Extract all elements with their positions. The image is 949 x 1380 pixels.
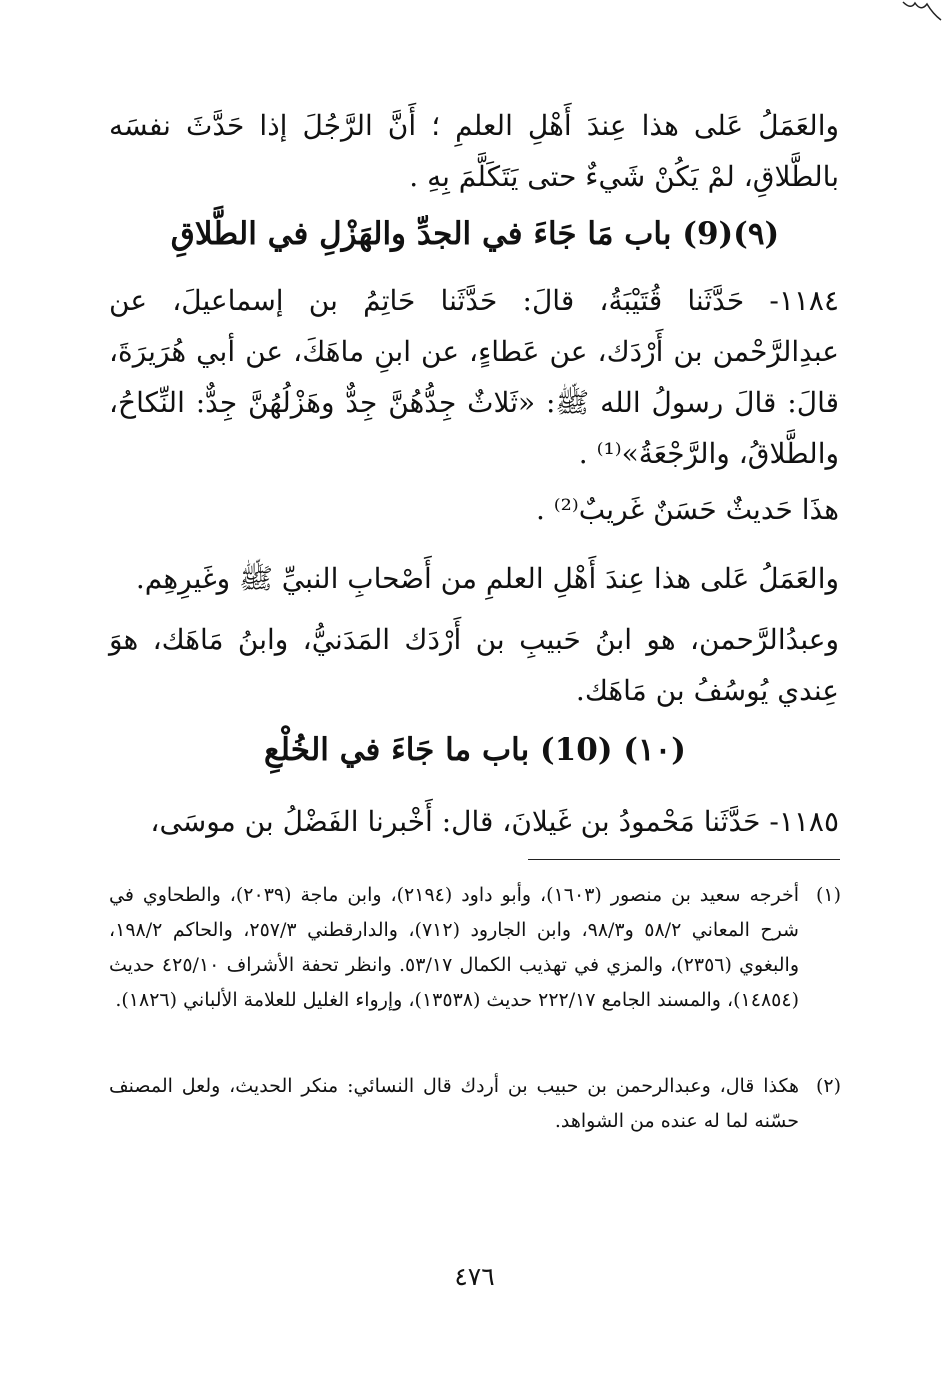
footnote-1 [109, 878, 841, 1018]
hadith-1185: ١١٨٥- حَدَّثَنا مَحْمودُ بن غَيلانَ، قال: أَخْبرنا الفَضْلُ بن موسَى، [150, 805, 839, 838]
chapter-heading-9: (٩)(9) باب مَا جَاءَ في الجدِّ والهَزْلِ في الطَّلاقِ [170, 216, 780, 252]
paragraph-practice: والعَمَلُ عَلى هذا عِندَ أَهْلِ العلمِ من أَصْحابِ النبيِّ ﷺ وغَيرِهِم. [135, 562, 839, 595]
footnote-number: (٢) [815, 1075, 841, 1097]
footnote-text: أخرجه سعيد بن منصور (١٦٠٣)، وأبو داود (٢١٩٤)، وابن ماجة (٢٠٣٩)، والطحاوي في شرح المعاني ٥٨/٢ و٩٨/٣، وابن الجارود (٧١٢)، والدارقطني ٢٥٧/٣، والحاكم ١٩٨/٢، والبغوي (٢٣٥٦)، والمزي في تهذيب الكمال ٥٣/١٧. وانظر تحفة الأشراف ٤٢٥/١٠ حديث (١٤٨٥٤)، والمسند الجامع ٢٢٢/١٧ حديث (١٣٥٣٨)، وإرواء الغليل للعلامة الألباني (١٨٢٦). [109, 884, 799, 1011]
paragraph-narrators: وعبدُالرَّحمن، هو ابنُ حَبيبِ بن أَرْدَك المَدَنيُّ، وابنُ مَاهَك، هوَ عِندي يُوسُفُ بن مَاهَك. [109, 623, 839, 707]
corner-mark [897, 0, 943, 22]
footnote-number: (١) [815, 884, 841, 906]
paragraph-ruling: والعَمَلُ عَلى هذا عِندَ أَهْلِ العلمِ ؛ أَنَّ الرَّجُلَ إذا حَدَّثَ نفسَه بالطَّلاقِ، لمْ يَكُنْ شَيءٌ حتى يَتَكَلَّمَ بِهِ . [109, 109, 839, 193]
hadith-grading: هذَا حَديثٌ حَسَنٌ غَريبٌ⁽²⁾ . [535, 493, 839, 526]
footnote-divider [528, 859, 840, 860]
chapter-heading-10: (١٠) (10) باب ما جَاءَ في الخُلْعِ [264, 732, 686, 768]
page-number: ٤٧٦ [454, 1262, 495, 1291]
hadith-1184: ١١٨٤- حَدَّثَنا قُتَيْبَةُ، قالَ: حَدَّثَنا حَاتِمُ بن إسماعيلَ، عن عبدِالرَّحْمن بن أَرْدَك، عن عَطاءٍ، عن ابنِ ماهَكَ، عن أبي هُرَيرَةَ، قالَ: قالَ رسولُ الله ﷺ: «ثَلاثٌ جِدُّهُنَّ جِدٌّ وهَزْلُهُنَّ جِدٌّ: النِّكاحُ، والطَّلاقُ، والرَّجْعَةُ»⁽¹⁾ . [109, 284, 839, 470]
footnote-2 [109, 1069, 841, 1139]
footnote-text: هكذا قال، وعبدالرحمن بن حبيب بن أردك قال النسائي: منكر الحديث، ولعل المصنف حسّنه لما له عنده من الشواهد. [109, 1075, 799, 1132]
